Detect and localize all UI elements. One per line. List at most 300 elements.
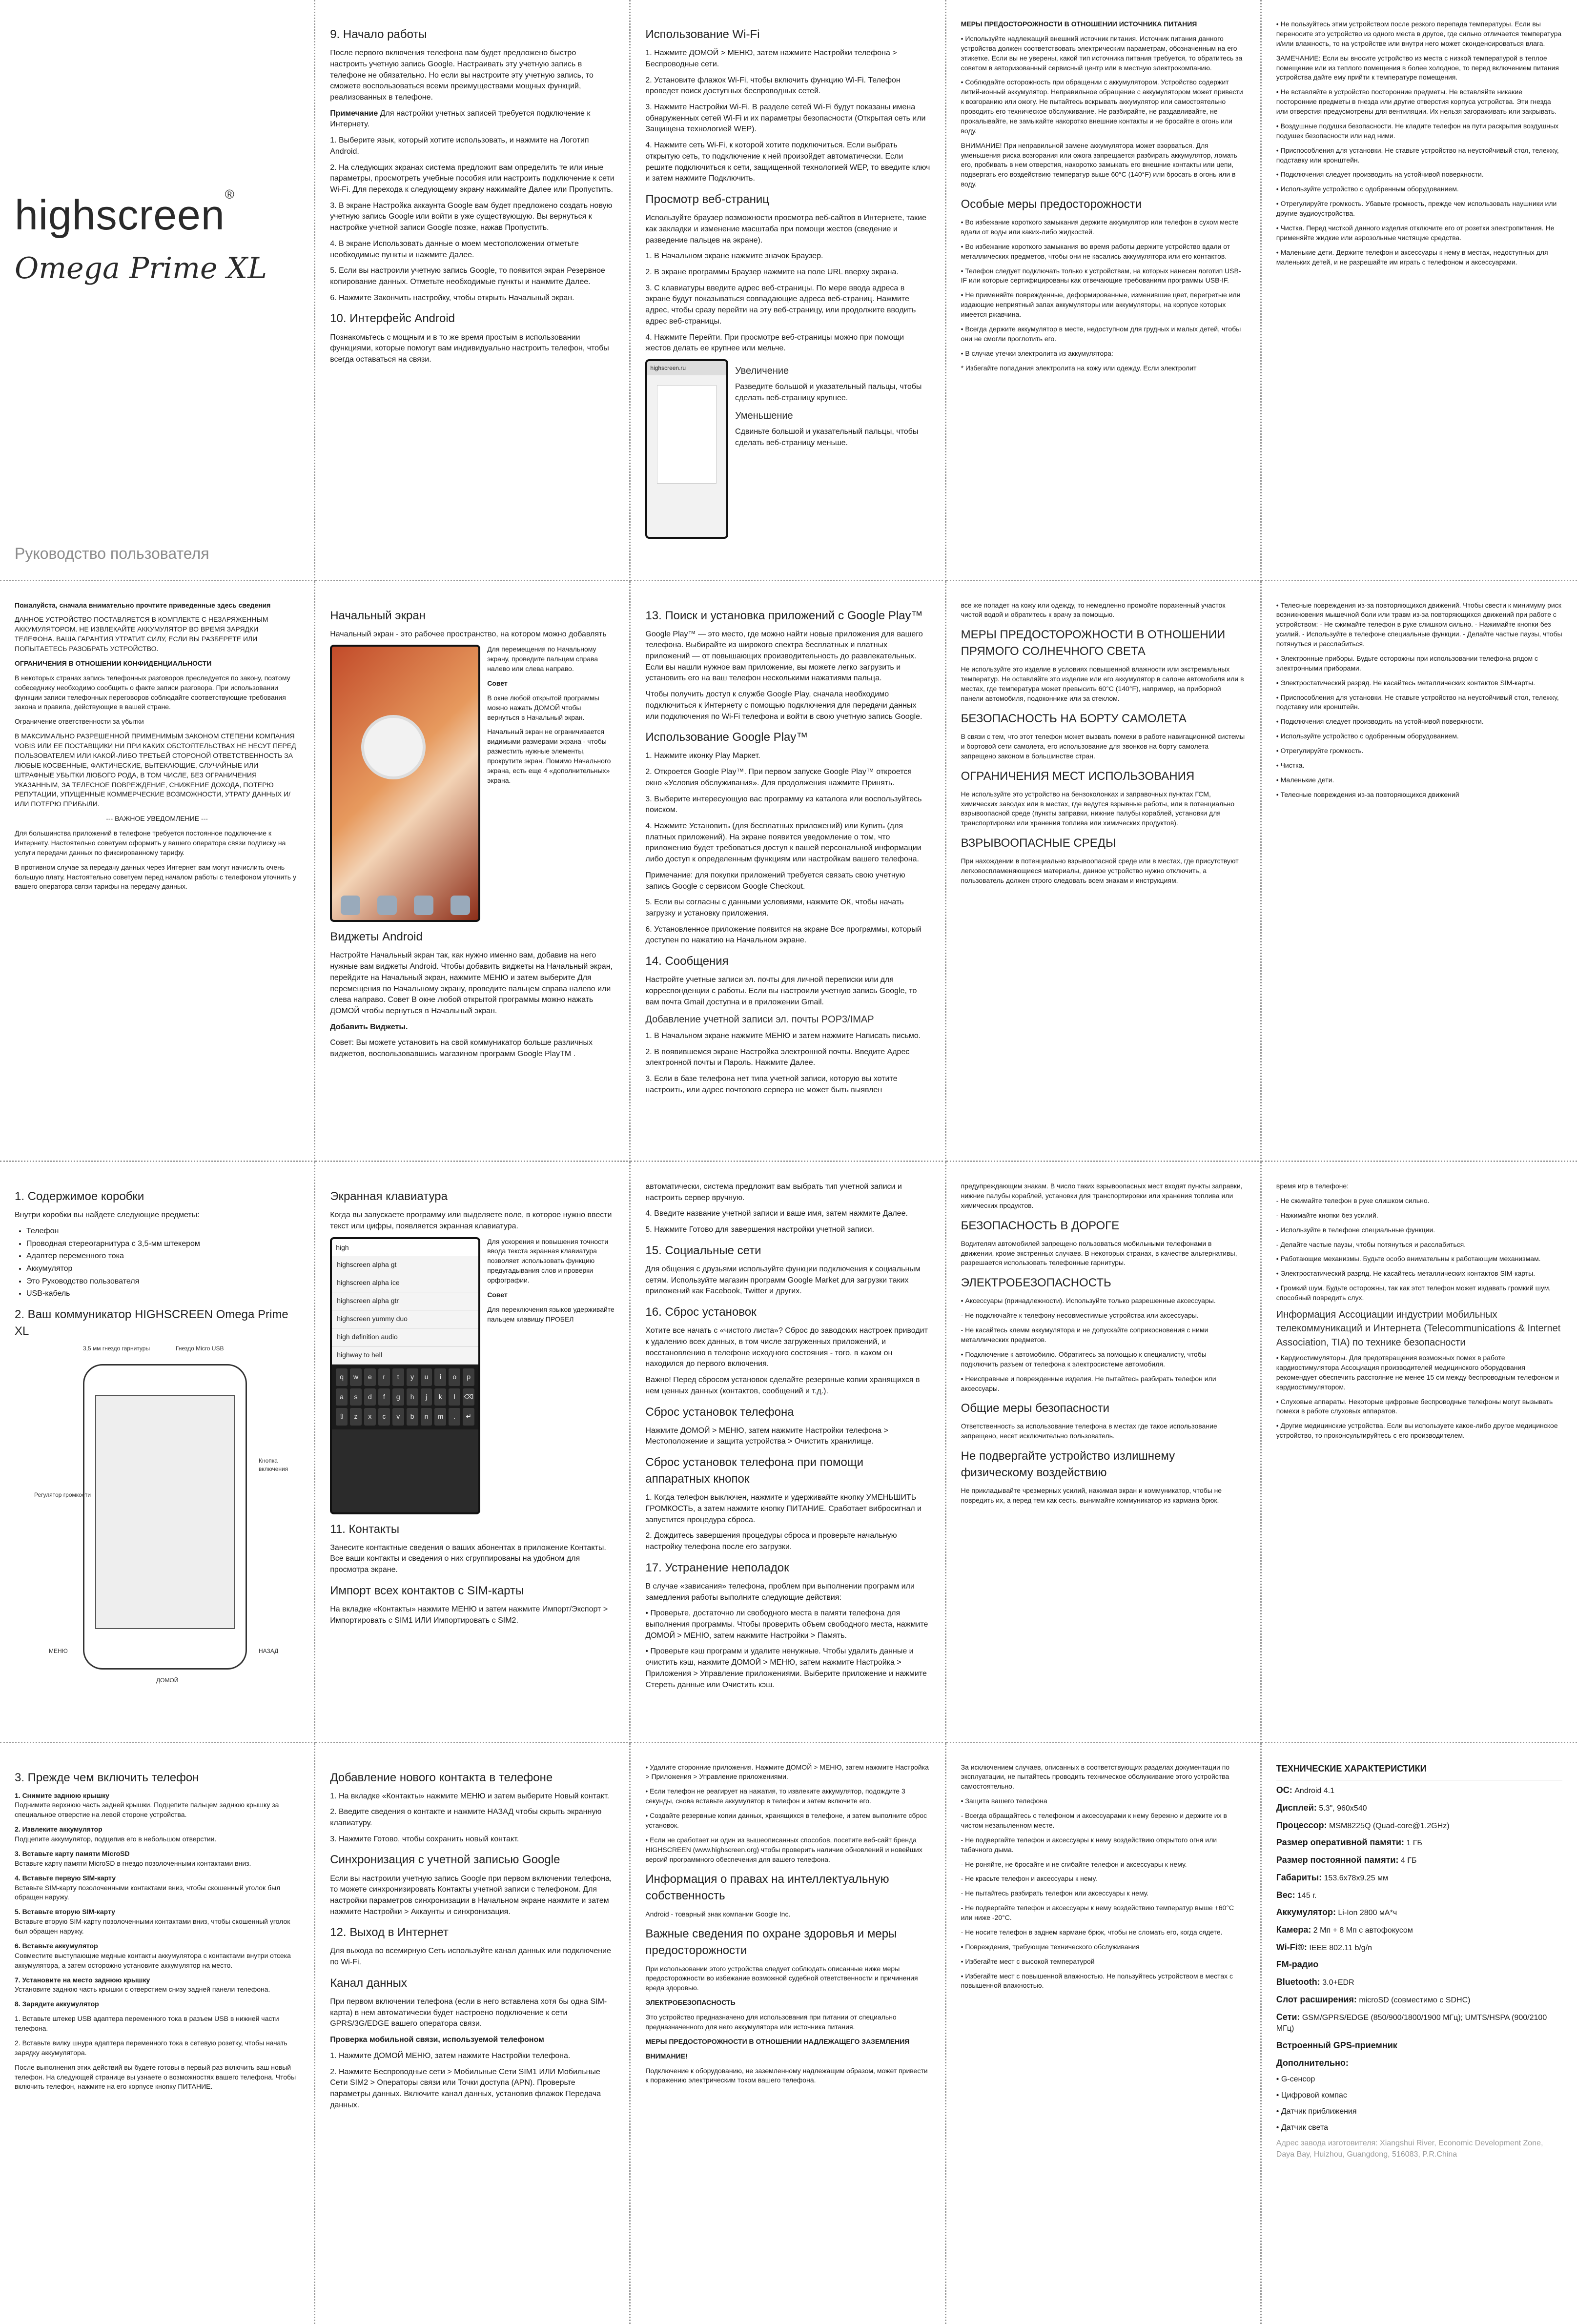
clock-widget bbox=[361, 715, 426, 779]
section-title: Не подвергайте устройство излишнему физическому воздействию bbox=[961, 1449, 1175, 1480]
paragraph: Если вы настроили учетную запись Google при первом включении телефона, то можете синхронизировать Контакты учетной записи с телефоном. Для настройки параметров синхронизации в Начальном экране нажмите и затем нажмите Настройки > Аккаунты и синхронизация. bbox=[330, 1874, 612, 1916]
paragraph: предупреждающим знакам. В число таких взрывоопасных мест входят пункты заправки, нижние палубы кораблей, установки для транспортировки или хранения топлива или химических продуктов. bbox=[961, 1182, 1243, 1209]
key: ⇧ bbox=[336, 1408, 348, 1426]
list-item: • Адаптер переменного тока bbox=[26, 1251, 299, 1262]
list-item: - Не красьте телефон и аксессуары к нему. bbox=[961, 1875, 1097, 1883]
step: 2. Вставьте вилку шнура адаптера переменного тока в сетевую розетку, чтобы начать зарядку аккумулятора. bbox=[15, 2039, 287, 2057]
list-item: • Отрегулируйте громкость. bbox=[1276, 747, 1364, 754]
list-item: • Используйте устройство с одобренным оборудованием. bbox=[1276, 185, 1459, 193]
section-title: 17. Устранение неполадок bbox=[645, 1561, 789, 1574]
step: 1. Нажмите ДОМОЙ > МЕНЮ, затем нажмите Настройки телефона > Беспроводные сети. bbox=[645, 49, 897, 68]
paragraph: Занесите контактные сведения о ваших абонентах в приложение Контакты. Все ваши контакты и сведения о них сгруппированы на удобном для просмотра экране. bbox=[330, 1543, 606, 1574]
key: g bbox=[392, 1388, 404, 1406]
onscreen-keyboard bbox=[332, 1365, 478, 1430]
side-note: Для ускорения и повышения точности ввода текста экранная клавиатура позволяет использовать функцию предугадывания слов и проверки орфографии. bbox=[487, 1237, 609, 1284]
section-legal bbox=[631, 1743, 946, 2324]
step: 4. Нажмите Перейти. При просмотре веб-страницы можно при помощи жестов делать ее крупнее или мельче. bbox=[645, 333, 904, 353]
section-title: 11. Контакты bbox=[330, 1522, 400, 1536]
section-tia bbox=[1262, 1162, 1577, 1743]
paragraph: В некоторых странах запись телефонных разговоров преследуется по закону, поэтому собеседнику необходимо сообщить о факте записи разговора. При использовании функции записи телефонных переговоров соблюдайте соответствующие требования закона и правила, действующие в вашей стране. bbox=[15, 673, 290, 711]
paragraph: время игр в телефоне: bbox=[1276, 1182, 1349, 1190]
paragraph: Не используйте это изделие в условиях повышенной влажности или экстремальных температур. Не оставляйте это изделие или его аккумулятор в салоне автомобиля или в местах, где температура может превысить 60°C (140°F), например, на приборной панели автомобиля, подоконнике или за стеклом. bbox=[961, 665, 1244, 703]
app-dock bbox=[332, 896, 478, 915]
paragraph: Когда вы запускаете программу или выделяете поле, в которое нужно ввести текст или цифры, появляется экранная клавиатура. bbox=[330, 1211, 612, 1230]
section-general-safety-2 bbox=[1262, 581, 1577, 1162]
list-item: - Не сжимайте телефон в руке слишком сильно. bbox=[1276, 1196, 1430, 1204]
side-note: Совет bbox=[487, 679, 508, 687]
notice-head: Пожалуйста, сначала внимательно прочтите приведенные здесь сведения bbox=[15, 601, 271, 609]
section-title: БЕЗОПАСНОСТЬ В ДОРОГЕ bbox=[961, 1219, 1120, 1232]
section-title: 3. Прежде чем включить телефон bbox=[15, 1771, 199, 1784]
step: 5. Вставьте вторую SIM-карту Вставьте вторую SIM-карту позолоченными контактами вниз, чтобы скошенный уголок был обращен наружу. bbox=[15, 1908, 290, 1936]
section-general-safety-1 bbox=[1262, 0, 1577, 581]
paragraph: Ответственность за использование телефона в местах где такое использование запрещено, несет исключительно пользователь. bbox=[961, 1422, 1217, 1440]
step: 1. На вкладке «Контакты» нажмите МЕНЮ и затем выберите Новый контакт. bbox=[330, 1792, 609, 1800]
paragraph: Добавить Виджеты. bbox=[330, 1022, 408, 1031]
home-screenshot bbox=[330, 645, 480, 922]
list-item: • Неисправные и поврежденные изделия. Не пытайтесь разбирать телефон или аксессуары. bbox=[961, 1374, 1216, 1392]
list-item: • Телесные повреждения из-за повторяющихся движений. Чтобы свести к минимуму риск возникновения мышечной боли или травм из-за повторяющихся движений при работе с устройством: - Не сжимайте телефон в руке слишком сильно. - Нажимайте кнопки без усилий. - Используйте в телефоне специальные функции. - Делайте частые паузы, чтобы потянуться и расслабиться. bbox=[1276, 601, 1562, 648]
list-item: - Не подвергайте телефон и аксессуары к нему воздействию открытого огня или табачного дыма. bbox=[961, 1835, 1217, 1854]
callout-label: Гнездо Micro USB bbox=[176, 1345, 224, 1352]
section-title: Особые меры предосторожности bbox=[961, 198, 1142, 211]
list-item: - Не подключайте к телефону несовместимые устройства или аксессуары. bbox=[961, 1311, 1199, 1320]
list-item: - Делайте частые паузы, чтобы потянуться и расслабиться. bbox=[1276, 1240, 1466, 1248]
zoom-in-text: Разведите большой и указательный пальцы, чтобы сделать веб-страницу крупнее. bbox=[735, 383, 922, 403]
section-specs bbox=[1262, 1743, 1577, 2324]
paragraph: В случае «зависания» телефона, проблем при выполнении программ или замедления работы выполните следующие действия: bbox=[645, 1582, 915, 1602]
list-item: • Подключения следует производить на устойчивой поверхности. bbox=[1276, 170, 1484, 179]
list-item: • Приспособления для установки. Не ставьте устройство на неустойчивый стол, тележку, подставку или кронштейн. bbox=[1276, 146, 1559, 164]
subhead: --- ВАЖНОЕ УВЕДОМЛЕНИЕ --- bbox=[106, 815, 208, 823]
spec-row: ОС: Android 4.1 bbox=[1276, 1785, 1335, 1795]
section-care bbox=[946, 1743, 1262, 2324]
step: 5. Нажмите Готово для завершения настройки учетной записи. bbox=[645, 1225, 874, 1234]
key: o bbox=[449, 1368, 460, 1386]
section-title: 1. Содержимое коробки bbox=[15, 1190, 144, 1203]
key: z bbox=[350, 1408, 362, 1426]
section-title: МЕРЫ ПРЕДОСТОРОЖНОСТИ В ОТНОШЕНИИ ПРЯМОГО СОЛНЕЧНОГО СВЕТА bbox=[961, 628, 1226, 658]
section-title: Синхронизация с учетной записью Google bbox=[330, 1853, 560, 1867]
key: c bbox=[378, 1408, 390, 1426]
key: d bbox=[364, 1388, 376, 1406]
suggestion: highscreen yummy duo bbox=[332, 1310, 478, 1328]
step: 3. Нажмите Готово, чтобы сохранить новый контакт. bbox=[330, 1835, 519, 1843]
paragraph: Android - товарный знак компании Google Inc. bbox=[645, 1910, 791, 1918]
list-item: ЗАМЕЧАНИЕ: Если вы вносите устройство из места с низкой температурой в теплое помещение или из теплого помещения в более холодное, то перед включением питания устройства дайте ему прийти к температуре помещения. bbox=[1276, 54, 1559, 82]
spec-row: Камера: 2 Мп + 8 Мп с автофокусом bbox=[1276, 1924, 1413, 1935]
step: 2. Нажмите Беспроводные сети > Мобильные Сети SIM1 ИЛИ Мобильные Сети SIM2 > Операторы связи или Точки доступа (APN). Проверьте параметры данных. Включите канал данных, установив флажок Передача данных. bbox=[330, 2067, 601, 2109]
list-item: • Другие медицинские устройства. Если вы используете какое-либо другое медицинское устройство, то проконсультируйтесь с его производителем. bbox=[1276, 1422, 1558, 1440]
section-title: 16. Сброс установок bbox=[645, 1305, 757, 1319]
zoom-in-title: Увеличение bbox=[735, 365, 789, 376]
list-item: - Не касайтесь клемм аккумулятора и не допускайте соприкосновения с ними металлических предметов. bbox=[961, 1326, 1208, 1344]
section-title: Использование Google Play™ bbox=[645, 731, 808, 744]
paragraph: Чтобы получить доступ к службе Google Play, сначала необходимо подключиться к Интернету с помощью подключения для передачи данных или подключения по Wi-Fi телефона и войти в свою учетную запись Google. bbox=[645, 690, 922, 721]
key: t bbox=[392, 1368, 404, 1386]
section-title: ЭЛЕКТРОБЕЗОПАСНОСТЬ bbox=[961, 1276, 1111, 1290]
key: . bbox=[449, 1408, 460, 1426]
url-bar: highscreen.ru bbox=[647, 361, 726, 375]
note: Примечание Для настройки учетных записей требуется подключение к Интернету. bbox=[330, 109, 591, 129]
list-item: • Подключение к автомобилю. Обратитесь за помощью к специалисту, чтобы подключить разъем от телефона к электросистеме автомобиля. bbox=[961, 1350, 1207, 1368]
step: 4. Вставьте первую SIM-карту Вставьте SIM-карту позолоченными контактами вниз, чтобы скошенный уголок был обращен наружу. bbox=[15, 1874, 281, 1901]
step: 8. Зарядите аккумулятор bbox=[15, 2000, 99, 2008]
section-title: Начальный экран bbox=[330, 609, 426, 622]
list-item: • Не пользуйтесь этим устройством после резкого перепада температуры. Если вы переносите это устройство из одного места в другое, где сильно отличается температура и/или влажность, то на устройстве или внутри него может сконденсироваться влага. bbox=[1276, 20, 1562, 47]
side-note: Начальный экран не ограничивается видимыми размерами экрана - чтобы разместить нужные элементы, прокрутите экран. Помимо Начального экрана, есть еще 4 «дополнительных» экрана. bbox=[487, 728, 611, 784]
spec-extra: • Датчик приближения bbox=[1276, 2107, 1357, 2116]
list-item: • В случае утечки электролита из аккумулятора: bbox=[961, 349, 1113, 357]
list-item: • Электростатический разряд. Не касайтесь металлических контактов SIM-карты. bbox=[1276, 1269, 1536, 1278]
list-item: • Слуховые аппараты. Некоторые цифровые беспроводные телефоны могут вызывать помехи в работе слуховых аппаратов. bbox=[1276, 1397, 1553, 1415]
paragraph: Начальный экран - это рабочее пространство, на котором можно добавлять bbox=[330, 630, 607, 638]
phone-screen bbox=[95, 1395, 235, 1629]
subhead: ЭЛЕКТРОБЕЗОПАСНОСТЬ bbox=[645, 1998, 736, 2007]
section-title: 10. Интерфейс Android bbox=[330, 312, 455, 326]
section-title: 13. Поиск и установка приложений с Google Play™ bbox=[645, 609, 923, 622]
search-field: high bbox=[332, 1239, 478, 1257]
web-page-preview bbox=[657, 385, 717, 484]
spec-row: Процессор: MSM8225Q (Quad-core@1.2GHz) bbox=[1276, 1820, 1450, 1830]
section-social-reset bbox=[631, 1162, 946, 1743]
section-title: Импорт всех контактов с SIM-карты bbox=[330, 1584, 524, 1597]
keyboard-screenshot bbox=[330, 1237, 480, 1514]
section-title: 9. Начало работы bbox=[330, 28, 427, 41]
paragraph: После выполнения этих действий вы будете готовы в первый раз включить ваш новый телефон. На следующей странице вы узнаете о возможностях вашего телефона. Чтобы включить телефон, нажмите на его корпусе кнопку ПИТАНИЕ. bbox=[15, 2063, 296, 2091]
key: p bbox=[463, 1368, 474, 1386]
spec-row: Дисплей: 5.3", 960x540 bbox=[1276, 1802, 1367, 1813]
list-item: - Не подвергайте телефон и аксессуары к нему воздействию температур выше +60°C или ниже -20°C. bbox=[961, 1904, 1234, 1921]
section-title: ВЗРЫВООПАСНЫЕ СРЕДЫ bbox=[961, 836, 1116, 850]
spec-row: Wi-Fi®: IEEE 802.11 b/g/n bbox=[1276, 1942, 1372, 1952]
list-item: • Проверьте кэш программ и удалите ненужные. Чтобы удалить данные и очистить кэш, нажмите ДОМОЙ > МЕНЮ, затем нажмите Настройка > Приложения > Управление приложениями. Выберите приложение и нажмите Стереть данные или Очистить кэш. bbox=[645, 1647, 927, 1689]
list-item: • Маленькие дети. Держите телефон и аксессуары к нему в местах, недоступных для маленьких детей, и не разрешайте им играть с телефоном и аксессуарами. bbox=[1276, 248, 1548, 266]
section-keyboard bbox=[315, 1162, 631, 1743]
section-title: Просмотр веб-страниц bbox=[645, 192, 770, 206]
paragraph: Внутри коробки вы найдете следующие предметы: bbox=[15, 1211, 200, 1220]
step: 2. Извлеките аккумулятор Подцепите аккумулятор, подцепив его в небольшом отверстии. bbox=[15, 1825, 217, 1843]
key: s bbox=[350, 1388, 362, 1406]
paragraph: Нажмите ДОМОЙ > МЕНЮ, затем нажмите Настройки телефона > Местоположение и защита устройства > Очистить хранилище. bbox=[645, 1426, 888, 1446]
paragraph: При первом включении телефона (если в него вставлена хотя бы одна SIM-карта) в нем автоматически будет настроено подключение к сети GPRS/3G/EDGE вашего оператора связи. bbox=[330, 1998, 607, 2028]
spec-row: Дополнительно: bbox=[1276, 2058, 1349, 2068]
spec-row: Встроенный GPS-приемник bbox=[1276, 2040, 1397, 2050]
paragraph: Хотите все начать с «чистого листа»? Сброс до заводских настроек приводит к удалению всех данных, в том числе загруженных приложений, и восстановлению в телефоне исходного состояния - того, в каком он находился до первого включения. bbox=[645, 1326, 928, 1368]
step: 1. Снимите заднюю крышку Поднимите верхнюю часть задней крышки. Подцепите пальцем заднюю крышку за специальное отверстие на левой стороне устройства. bbox=[15, 1791, 279, 1819]
note: Примечание: для покупки приложений требуется связать свою учетную запись Google с сервисом Google Checkout. bbox=[645, 871, 905, 891]
suggestion: highscreen alpha ice bbox=[332, 1274, 478, 1292]
list-item: • Используйте устройство с одобренным оборудованием. bbox=[1276, 732, 1459, 740]
paragraph: На вкладке «Контакты» нажмите МЕНЮ и затем нажмите Импорт/Экспорт > Импортировать с SIM1 ИЛИ Импортировать с SIM2. bbox=[330, 1605, 608, 1625]
callout-label: МЕНЮ bbox=[49, 1648, 68, 1655]
list-item: • Аккумулятор bbox=[26, 1264, 299, 1275]
brand-logo: highscreen® bbox=[15, 187, 235, 239]
paragraph: Настройте Начальный экран так, как нужно именно вам, добавив на него нужные вам виджеты Android. Чтобы добавить виджеты на Начальный экран, перейдите на Начальный экран, нажмите МЕНЮ и затем выберите Для перемещения по Начальному экрану, проведите пальцем справа налево или слева направо. Совет В окне любой открытой программы можно нажать ДОМОЙ чтобы вернуться в Начальный экран. bbox=[330, 951, 613, 1015]
spec-row: Габариты: 153.6x78x9.25 мм bbox=[1276, 1872, 1389, 1882]
section-title: ОГРАНИЧЕНИЯ МЕСТ ИСПОЛЬЗОВАНИЯ bbox=[961, 769, 1195, 783]
warning: ВНИМАНИЕ! При неправильной замене аккумулятора может взорваться. Для уменьшения риска возгорания или ожога запрещается разбирать аккумулятор, ломать его, пробивать в нем отверстия, накоротко замыкать его внешние контакты или цепи, подвергать его воздействию температур выше 60°C (140°F) или бросать в огонь или в воду. bbox=[961, 141, 1237, 188]
section-title: Информация о правах на интеллектуальную собственность bbox=[645, 1873, 889, 1903]
list-item: • Повреждения, требующие технического обслуживания bbox=[961, 1942, 1140, 1951]
section-title: Важные сведения по охране здоровья и меры предосторожности bbox=[645, 1927, 897, 1957]
section-road-electro bbox=[946, 1162, 1262, 1743]
key: v bbox=[392, 1408, 404, 1426]
paragraph: • Используйте надлежащий внешний источник питания. Источник питания данного устройства должен соответствовать электрическим параметрам, обозначенным на его этикетке. Если вы не уверены, какой тип источника питания требуется, то обратитесь за советом в авторизованный сервисный центр или в местную электрокомпанию. bbox=[961, 34, 1243, 72]
paragraph: Для общения с друзьями используйте функции подключения к социальным сетям. Используйте магазин программ Google Market для загрузки таких приложений как Facebook, Twitter и других. bbox=[645, 1264, 921, 1296]
key: ⌫ bbox=[463, 1388, 474, 1406]
section-title: Канал данных bbox=[330, 1976, 407, 1990]
step: 3. С клавиатуры введите адрес веб-страницы. По мере ввода адреса в экране будут показываться совпадающие адреса веб-страниц. Нажмите адрес, чтобы сразу перейти на эту веб-страницу, или продолжите вводить адрес веб-страницы. bbox=[645, 284, 916, 326]
list-item: • Электронные приборы. Будьте осторожны при использовании телефона рядом с электронными приборами. bbox=[1276, 654, 1538, 672]
spec-row: Аккумулятор: Li-Ion 2800 мА*ч bbox=[1276, 1907, 1397, 1917]
paragraph: Используйте браузер возможности просмотра веб-сайтов в Интернете, такие как закладки и изменение масштаба при помощи жестов (сведение и разведение пальцев на экране). bbox=[645, 214, 926, 245]
list-item: • Не применяйте поврежденные, деформированные, изменившие цвет, перегретые или издающие неприятный запах аккумуляторы или аккумуляторы, на корпусе которых имеется ржавчина. bbox=[961, 291, 1241, 319]
section-title: Информация Ассоциации индустрии мобильных телекоммуникаций и Интернета (Telecommunications & Internet Association, TIA) по технике безопасности bbox=[1276, 1309, 1561, 1348]
step: 3. Если в базе телефона нет типа учетной записи, которую вы хотите настроить, или адрес почтового сервера не может быть выявлен bbox=[645, 1074, 898, 1094]
key: h bbox=[407, 1388, 418, 1406]
side-note: Для перемещения по Начальному экрану, проведите пальцем справа налево или слева направо. bbox=[487, 645, 598, 673]
box-list bbox=[15, 1226, 299, 1300]
phone-diagram bbox=[15, 1345, 299, 1686]
list-item: • Если телефон не реагирует на нажатия, то извлеките аккумулятор, подождите 3 секунды, снова вставьте аккумулятор в телефон и затем включите его. bbox=[645, 1787, 905, 1805]
list-item: • Отрегулируйте громкость. Убавьте громкость, прежде чем использовать наушники или другие аудиоустройства. bbox=[1276, 200, 1557, 217]
key: k bbox=[434, 1388, 446, 1406]
list-item: • Электростатический разряд. Не касайтесь металлических контактов SIM-карты. bbox=[1276, 678, 1536, 687]
paragraph: При использовании этого устройства следует соблюдать описанные ниже меры предосторожности во избежание возможной судебной ответственности и причинения вреда здоровью. bbox=[645, 1964, 918, 1992]
section-google-play bbox=[631, 581, 946, 1162]
step: 6. Установленное приложение появится на экране Все программы, который доступен по нажатию на Начальном экране. bbox=[645, 925, 922, 945]
step: 2. Установите флажок Wi-Fi, чтобы включить функцию Wi-Fi. Телефон проведет поиск доступных беспроводных сетей. bbox=[645, 76, 901, 96]
list-item: - Используйте в телефоне специальные функции. bbox=[1276, 1225, 1435, 1234]
paragraph: Это устройство предназначено для использования при питании от специально предназначенного для него аккумулятора или источника питания. bbox=[645, 2013, 897, 2031]
paragraph: Подключение к оборудованию, не заземленному надлежащим образом, может привести к поражению электрическим током вашего телефона. bbox=[645, 2066, 928, 2084]
key: w bbox=[350, 1368, 362, 1386]
side-note: В окне любой открытой программы можно нажать ДОМОЙ чтобы вернуться в Начальный экран. bbox=[487, 693, 599, 721]
list-item: • Защита вашего телефона bbox=[961, 1797, 1047, 1805]
model-name: Omega Prime XL bbox=[15, 251, 267, 286]
step: 4. В экране Использовать данные о моем местоположении отметьте необходимые пункты и нажмите Далее. bbox=[330, 239, 579, 259]
step: 4. Нажмите Установить (для бесплатных приложений) или Купить (для платных приложений). На экране появится уведомление о том, что приложению будет требоваться доступ к вашей персональной информации либо доступ к определенным функциям или настройкам вашего телефона. bbox=[645, 822, 922, 864]
key: x bbox=[364, 1408, 376, 1426]
spec-row: Вес: 145 г. bbox=[1276, 1890, 1317, 1900]
spec-extra: • G-сенсор bbox=[1276, 2075, 1315, 2084]
list-item: • Проверьте, достаточно ли свободного места в памяти телефона для выполнения программы. Чтобы проверить объем свободного места, нажмите ДОМОЙ > МЕНЮ, затем нажмите Настройки > Память. bbox=[645, 1609, 928, 1640]
suggestion: highscreen alpha gt bbox=[332, 1256, 478, 1274]
step: 1. Когда телефон выключен, нажмите и удерживайте кнопку УМЕНЬШИТЬ ГРОМКОСТЬ, а затем нажмите кнопку ПИТАНИЕ. Сработает вибросигнал и запустится процедура сброса. bbox=[645, 1493, 922, 1524]
step: 4. Введите название учетной записи и ваше имя, затем нажмите Далее. bbox=[645, 1209, 908, 1218]
paragraph: • Соблюдайте осторожность при обращении с аккумулятором. Устройство содержит литий-ионный аккумулятор. Неправильное обращение с аккумулятором может привести к возгоранию или ожогу. Не пытайтесь вскрывать аккумулятор или самостоятельно проводить его техническое обслуживание. Не разбирайте, не раздавливайте, не прокалывайте, не замыкайте накоротко внешние контакты и не бросайте в огонь или воду. bbox=[961, 78, 1243, 135]
list-item: • Проводная стереогарнитура с 3,5-мм штекером bbox=[26, 1239, 299, 1250]
step: 1. Выберите язык, который хотите использовать, и нажмите на Логотип Android. bbox=[330, 136, 589, 156]
callout-label: Регулятор громкости bbox=[34, 1491, 91, 1499]
list-item: - Не носите телефон в заднем кармане брюк, чтобы не сломать его, когда сядете. bbox=[961, 1928, 1223, 1936]
subhead: Проверка мобильной связи, используемой телефоном bbox=[330, 2036, 544, 2044]
step: 2. На следующих экранах система предложит вам определить те или иные параметры, просмотреть учебные пособия или настроить подключение к сети Wi-Fi. Для перехода к следующему экрану нажимайте Далее или Пропустить. bbox=[330, 163, 614, 194]
callout-label: НАЗАД bbox=[259, 1648, 279, 1655]
phone-outline bbox=[83, 1364, 247, 1670]
list-item: • USB-кабель bbox=[26, 1288, 299, 1300]
step: 3. В экране Настройка аккаунта Google вам будет предложено создать новую учетную запись Google или войти в уже существующую. Вы вернуться к настройке учетной записи Google позже, нажав Пропустить. bbox=[330, 201, 613, 232]
spec-row: Слот расширения: microSD (совместимо с SDHC) bbox=[1276, 1994, 1471, 2004]
section-title: ТЕХНИЧЕСКИЕ ХАРАКТЕРИСТИКИ bbox=[1276, 1763, 1427, 1774]
section-title: Добавление нового контакта в телефоне bbox=[330, 1771, 553, 1784]
step: 5. Если вы согласны с данными условиями, нажмите ОК, чтобы начать загрузку и установку приложения. bbox=[645, 898, 904, 918]
callout-label: ДОМОЙ bbox=[156, 1677, 179, 1684]
list-item: • Во избежание короткого замыкания во время работы держите устройство вдали от металлических предметов, чтобы они не касались аккумулятора или его контактов. bbox=[961, 242, 1230, 260]
step: 1. Нажмите иконку Play Маркет. bbox=[645, 752, 760, 760]
list-item: - Нажимайте кнопки без усилий. bbox=[1276, 1211, 1378, 1219]
paragraph: автоматически, система предложит вам выбрать тип учетной записи и настроить сервер вручную. bbox=[645, 1182, 902, 1202]
list-item: • Воздушные подушки безопасности. Не кладите телефон на пути раскрытия воздушных подушек безопасности или над ними. bbox=[1276, 122, 1559, 140]
step: 1. В Начальном экране нажмите МЕНЮ и затем нажмите Написать письмо. bbox=[645, 1031, 921, 1040]
spec-row: Bluetooth: 3.0+EDR bbox=[1276, 1977, 1354, 1987]
key: a bbox=[336, 1388, 348, 1406]
list-item: • Подключения следует производить на устойчивой поверхности. bbox=[1276, 717, 1484, 726]
section-title: Общие меры безопасности bbox=[961, 1402, 1110, 1415]
list-item: • Телефон bbox=[26, 1226, 299, 1237]
list-item: • Во избежание короткого замыкания держите аккумулятор или телефон в сухом месте вдали от воды или каких-либо жидкостей. bbox=[961, 218, 1239, 236]
section-box-contents bbox=[0, 1162, 315, 1743]
key: b bbox=[407, 1408, 418, 1426]
section-before-power-on bbox=[0, 1743, 315, 2324]
step: 5. Если вы настроили учетную запись Google, то появится экран Резервное копирование данных. Отметьте необходимые пункты и нажмите Далее. bbox=[330, 266, 605, 286]
paragraph: Познакомьтесь с мощным и в то же время простым в использовании функциями, которые помогут вам индивидуально настроить телефон, чтобы всегда оставаться на связи. bbox=[330, 333, 609, 364]
step: 6. Вставьте аккумулятор Совместите выступающие медные контакты аккумулятора с контактами внутри отсека аккумулятора, а затем осторожно установите аккумулятор на место. bbox=[15, 1941, 291, 1969]
spec-extra: • Цифровой компас bbox=[1276, 2091, 1347, 2100]
section-title: 12. Выход в Интернет bbox=[330, 1926, 449, 1939]
section-notice bbox=[0, 581, 315, 1162]
list-item: • Избегайте мест с высокой температурой bbox=[961, 1957, 1095, 1965]
suggestion: highscreen alpha gtr bbox=[332, 1292, 478, 1310]
list-item: • Чистка. Перед чисткой данного изделия отключите его от розетки электропитания. Не применяйте жидкие или аэрозольные чистящие средства. bbox=[1276, 224, 1555, 242]
key: f bbox=[378, 1388, 390, 1406]
list-item: • Всегда держите аккумулятор в месте, недоступном для грудных и малых детей, чтобы они не смогли проглотить его. bbox=[961, 325, 1241, 343]
paragraph: В МАКСИМАЛЬНО РАЗРЕШЕННОЙ ПРИМЕНИМЫМ ЗАКОНОМ СТЕПЕНИ КОМПАНИЯ VOBIS ИЛИ ЕЕ ПОСТАВЩИКИ НИ ПРИ КАКИХ ОБСТОЯТЕЛЬСТВАХ НЕ НЕСУТ ПЕРЕД ПОЛЬЗОВАТЕЛЕМ ИЛИ КАКОЙ-ЛИБО ТРЕТЬЕЙ СТОРОНОЙ ОТВЕТСТВЕННОСТЬ ЗА ЛЮБЫЕ КОСВЕННЫЕ, ФАКТИЧЕСКИЕ, ВЫТЕКАЮЩИЕ, СЛУЧАЙНЫЕ ИЛИ ШТРАФНЫЕ УБЫТКИ ЛЮБОГО РОДА, В ТОМ ЧИСЛЕ, БЕЗ ОГРАНИЧЕНИЯ УКАЗАННЫМ, ЗА ТЕЛЕСНОЕ ПОВРЕЖДЕНИЕ, СНИЖЕНИЕ ДОХОДА, ПОТЕРЮ РЕПУТАЦИИ, УПУЩЕННЫЕ КОММЕРЧЕСКИЕ ВОЗМОЖНОСТИ, УТРАТУ ДАННЫХ И/ИЛИ ПОТЕРЮ ПРИБЫЛИ. bbox=[15, 732, 296, 808]
paragraph: При нахождении в потенциально взрывоопасной среде или в местах, где присутствуют легковоспламеняющиеся материалы, данное устройство нужно отключить, а пользователь должен строго следовать всем знакам и инструкциям. bbox=[961, 857, 1239, 885]
callout-label: Кнопка включения bbox=[259, 1457, 288, 1473]
key: r bbox=[378, 1368, 390, 1386]
list-item: • Создайте резервные копии данных, хранящихся в телефоне, и затем выполните сброс установок. bbox=[645, 1812, 927, 1829]
list-item: - Не пытайтесь разбирать телефон или аксессуары к нему. bbox=[961, 1889, 1149, 1897]
spec-extra: • Датчик света bbox=[1276, 2123, 1329, 2132]
paragraph: Google Play™ — это место, где можно найти новые приложения для вашего телефона. Выбирайте из широкого спектра бесплатных и платных приложений — от повышающих производительность до развлекательных. Если вы нашли нужное вам приложение, вы можете легко загрузить и установить его на ваш телефон несколькими нажатиями пальца. bbox=[645, 630, 923, 683]
step: 1. Вставьте штекер USB адаптера переменного тока в разъем USB в нижней части телефона. bbox=[15, 2015, 279, 2033]
list-item: • Удалите сторонние приложения. Нажмите ДОМОЙ > МЕНЮ, затем нажмите Настройка > Приложения > Управление приложениями. bbox=[645, 1763, 929, 1781]
side-note: Для переключения языков удерживайте пальцем клавишу ПРОБЕЛ bbox=[487, 1305, 614, 1323]
spec-row: FM-радио bbox=[1276, 1959, 1319, 1970]
paragraph: Настройте учетные записи эл. почты для личной переписки или для корреспонденции с работы. Если вы настроили учетную запись Google, то вам почта Gmail доступна и в приложении Gmail. bbox=[645, 976, 917, 1006]
subhead: МЕРЫ ПРЕДОСТОРОЖНОСТИ В ОТНОШЕНИИ НАДЛЕЖАЩЕГО ЗАЗЕМЛЕНИЯ bbox=[645, 2037, 910, 2045]
suggestion: highway to hell bbox=[332, 1346, 478, 1365]
list-item: • Чистка. bbox=[1276, 761, 1305, 769]
list-item: * Избегайте попадания электролита на кожу или одежду. Если электролит bbox=[961, 364, 1197, 372]
list-item: • Работающие механизмы. Будьте особо внимательны к работающим механизмам. bbox=[1276, 1255, 1541, 1263]
paragraph: все же попадет на кожу или одежду, то немедленно промойте пораженный участок чистой водой и обратитесь к врачу за помощью. bbox=[961, 601, 1226, 619]
key: j bbox=[421, 1388, 432, 1406]
step: 3. Нажмите Настройки Wi-Fi. В разделе сетей Wi-Fi будут показаны имена обнаруженных сетей Wi-Fi и их параметры безопасности (Открытая сеть или Защищена технологией WEP). bbox=[645, 102, 926, 134]
step: 4. Нажмите сеть Wi-Fi, к которой хотите подключиться. Если выбрать открытую сеть, то подключение к ней произойдет автоматически. Если решите подключиться к сети, защищенной технологией WEP, то введите ключ и затем нажмите Подключить. bbox=[645, 141, 930, 183]
list-item: - Не роняйте, не бросайте и не сгибайте телефон и аксессуары к нему. bbox=[961, 1860, 1187, 1868]
suggestion-list bbox=[332, 1256, 478, 1364]
list-item: • Телефон следует подключать только к устройствам, на которых нанесен логотип USB-IF или которые сертифицированы как отвечающие требованиям программы USB-IF. bbox=[961, 266, 1241, 285]
zoom-out-text: Сдвиньте большой и указательный пальцы, чтобы сделать веб-страницу меньше. bbox=[735, 428, 919, 447]
paragraph: Не прикладывайте чрезмерных усилий, нажимая экран и коммуникатор, чтобы не повредить их, а перед тем как сесть, вынимайте коммуникатор из кармана брюк. bbox=[961, 1487, 1222, 1505]
list-item: • Не вставляйте в устройство посторонние предметы. Не вставляйте никакие посторонние предметы в гнезда или другие отверстия корпуса устройства. Эти гнезда или отверстия предусмотрены для вентиляции. Их нельзя загораживать или закрывать. bbox=[1276, 88, 1557, 115]
step: 1. Нажмите ДОМОЙ МЕНЮ, затем нажмите Настройки телефона. bbox=[330, 2051, 571, 2060]
key: m bbox=[434, 1408, 446, 1426]
side-note: Совет bbox=[487, 1290, 508, 1299]
paragraph: Для выхода во всемирную Сеть используйте канал данных или подключение по Wi-Fi. bbox=[330, 1947, 611, 1967]
callout-label: 3,5 мм гнездо гарнитуры bbox=[83, 1345, 150, 1352]
subhead: ОГРАНИЧЕНИЯ В ОТНОШЕНИИ КОНФИДЕНЦИАЛЬНОСТИ bbox=[15, 659, 212, 667]
step: 3. Вставьте карту памяти MicroSD Вставьте карту памяти MicroSD в гнездо позолоченными контактами вниз. bbox=[15, 1849, 251, 1867]
section-getting-started bbox=[315, 0, 631, 581]
key: i bbox=[434, 1368, 446, 1386]
section-add-contact bbox=[315, 1743, 631, 2324]
section-title: Виджеты Android bbox=[330, 930, 423, 944]
paragraph: Водителям автомобилей запрещено пользоваться мобильными телефонами в движении, кроме экстренных случаев. В некоторых странах, в качестве альтернативы, разрешается использовать телефонные гарнитуры. bbox=[961, 1239, 1237, 1267]
list-item: • Аксессуары (принадлежности). Используйте только разрешенные аксессуары. bbox=[961, 1297, 1216, 1305]
section-title: 14. Сообщения bbox=[645, 955, 729, 968]
key: n bbox=[421, 1408, 432, 1426]
key: ↵ bbox=[463, 1408, 474, 1426]
section-title: 15. Социальные сети bbox=[645, 1244, 761, 1257]
section-wifi bbox=[631, 0, 946, 581]
paragraph: В противном случае за передачу данных через Интернет вам могут начислить очень большую плату. Настоятельно советуем перед началом работы с телефоном уточнить у вашего оператора связи тарифы на передачу данных. bbox=[15, 863, 296, 891]
subsection-title: Сброс установок телефона при помощи аппаратных кнопок bbox=[645, 1456, 863, 1486]
step: 1. В Начальном экране нажмите значок Браузер. bbox=[645, 252, 823, 261]
list-item: • Избегайте мест с повышенной влажностью. Не пользуйтесь устройством в местах с повышенной влажностью. bbox=[961, 1972, 1233, 1990]
key: u bbox=[421, 1368, 432, 1386]
subsection-title: Добавление учетной записи эл. почты POP3/IMAP bbox=[645, 1014, 874, 1025]
list-item: • Это Руководство пользователя bbox=[26, 1276, 299, 1287]
paragraph: За исключением случаев, описанных в соответствующих разделах документации по эксплуатации, не пытайтесь проводить техническое обслуживание этого устройства самостоятельно. bbox=[961, 1763, 1230, 1791]
section-home-screen bbox=[315, 581, 631, 1162]
paragraph: В связи с тем, что этот телефон может вызвать помехи в работе навигационной системы и бортовой сети самолета, его использование для звонков на борту самолета запрещено законом в большинстве стран. bbox=[961, 732, 1245, 760]
section-title: 2. Ваш коммуникатор HIGHSCREEN Omega Prime XL bbox=[15, 1308, 288, 1338]
paragraph: Для большинства приложений в телефоне требуется постоянное подключение к Интернету. Настоятельно советуем оформить у вашего оператора связи подписку на услуги передачи данных по фиксированному тарифу. bbox=[15, 829, 286, 856]
paragraph: Совет: Вы можете установить на свой коммуникатор больше различных виджетов, воспользовавшись магазином программ Google PlayTM . bbox=[330, 1039, 593, 1059]
section-title: БЕЗОПАСНОСТЬ НА БОРТУ САМОЛЕТА bbox=[961, 712, 1187, 725]
section-title: Использование Wi-Fi bbox=[645, 28, 760, 41]
manufacturer-address: Адрес завода изготовителя: Xiangshui River, Economic Development Zone, Daya Bay, Huizhou, Guangdong, 516083, P.R.China bbox=[1276, 2139, 1543, 2159]
section-power-safety bbox=[946, 0, 1262, 581]
spec-row: Сети: GSM/GPRS/EDGE (850/900/1800/1900 МГц); UMTS/HSPA (900/2100 МГц) bbox=[1276, 2012, 1547, 2033]
spec-row: Размер постоянной памяти: 4 ГБ bbox=[1276, 1855, 1417, 1865]
suggestion: high definition audio bbox=[332, 1328, 478, 1346]
list-item: • Маленькие дети. bbox=[1276, 775, 1334, 784]
paragraph: Не используйте это устройство на бензоколонках и заправочных пунктах ГСМ, химических заводах или в местах, где ведутся взрывные работы, или в потенциально взрывоопасной среде (пункты заправки, нижние палубы кораблей, установки для транспортировки или хранения топлива или химических продуктов). bbox=[961, 790, 1235, 827]
paragraph: После первого включения телефона вам будет предложено быстро настроить учетную запись Google. Настраивать эту учетную запись в телефоне не обязательно. Но если вы настроите эту учетную запись, то сможете воспользоваться всеми преимуществами мощных функций, реализованных в телефоне. bbox=[330, 49, 594, 102]
spec-row: Размер оперативной памяти: 1 ГБ bbox=[1276, 1837, 1422, 1848]
section-title: Экранная клавиатура bbox=[330, 1190, 448, 1203]
section-title: МЕРЫ ПРЕДОСТОРОЖНОСТИ В ОТНОШЕНИИ ИСТОЧНИКА ПИТАНИЯ bbox=[961, 20, 1197, 28]
key: e bbox=[364, 1368, 376, 1386]
step: 2. В экране программы Браузер нажмите на поле URL вверху экрана. bbox=[645, 267, 899, 276]
list-item: • Если не сработает ни один из вышеописанных способов, посетите веб-сайт бренда HIGHSCREEN (www.highscreen.org) чтобы проверить наличие обновлений и новейших версий программного обеспечения для вашего телефона. bbox=[645, 1835, 922, 1863]
paragraph: ДАННОЕ УСТРОЙСТВО ПОСТАВЛЯЕТСЯ В КОМПЛЕКТЕ С НЕЗАРЯЖЕННЫМ АККУМУЛЯТОРОМ. НЕ ИЗВЛЕКАЙТЕ АККУМУЛЯТОР ВО ВРЕМЯ ЗАРЯДКИ ТЕЛЕФОНА. ВАША ГАРАНТИЯ УТРАТИТ СИЛУ, ЕСЛИ ВЫ РАЗБЕРЕТЕ ИЛИ ПОПЫТАЕТЕСЬ РАЗОБРАТЬ УСТРОЙСТВО. bbox=[15, 615, 268, 652]
step: 7. Установите на место заднюю крышку Установите заднюю часть крышки с отверстием снизу задней панели телефона. bbox=[15, 1976, 270, 1994]
key: y bbox=[407, 1368, 418, 1386]
key: l bbox=[449, 1388, 460, 1406]
section-sun-plane bbox=[946, 581, 1262, 1162]
step: 2. Откроется Google Play™. При первом запуске Google Play™ откроется окно «Условия обслуживания». Для продолжения нажмите Принять. bbox=[645, 768, 912, 787]
cover-panel bbox=[0, 0, 315, 581]
list-item: • Громкий шум. Будьте осторожны, так как этот телефон может издавать громкий шум, способный повредить слух. bbox=[1276, 1284, 1551, 1302]
step: 3. Выберите интересующую вас программу из каталога или воспользуйтесь поиском. bbox=[645, 795, 922, 815]
subhead: Ограничение ответственности за убытки bbox=[15, 717, 144, 726]
